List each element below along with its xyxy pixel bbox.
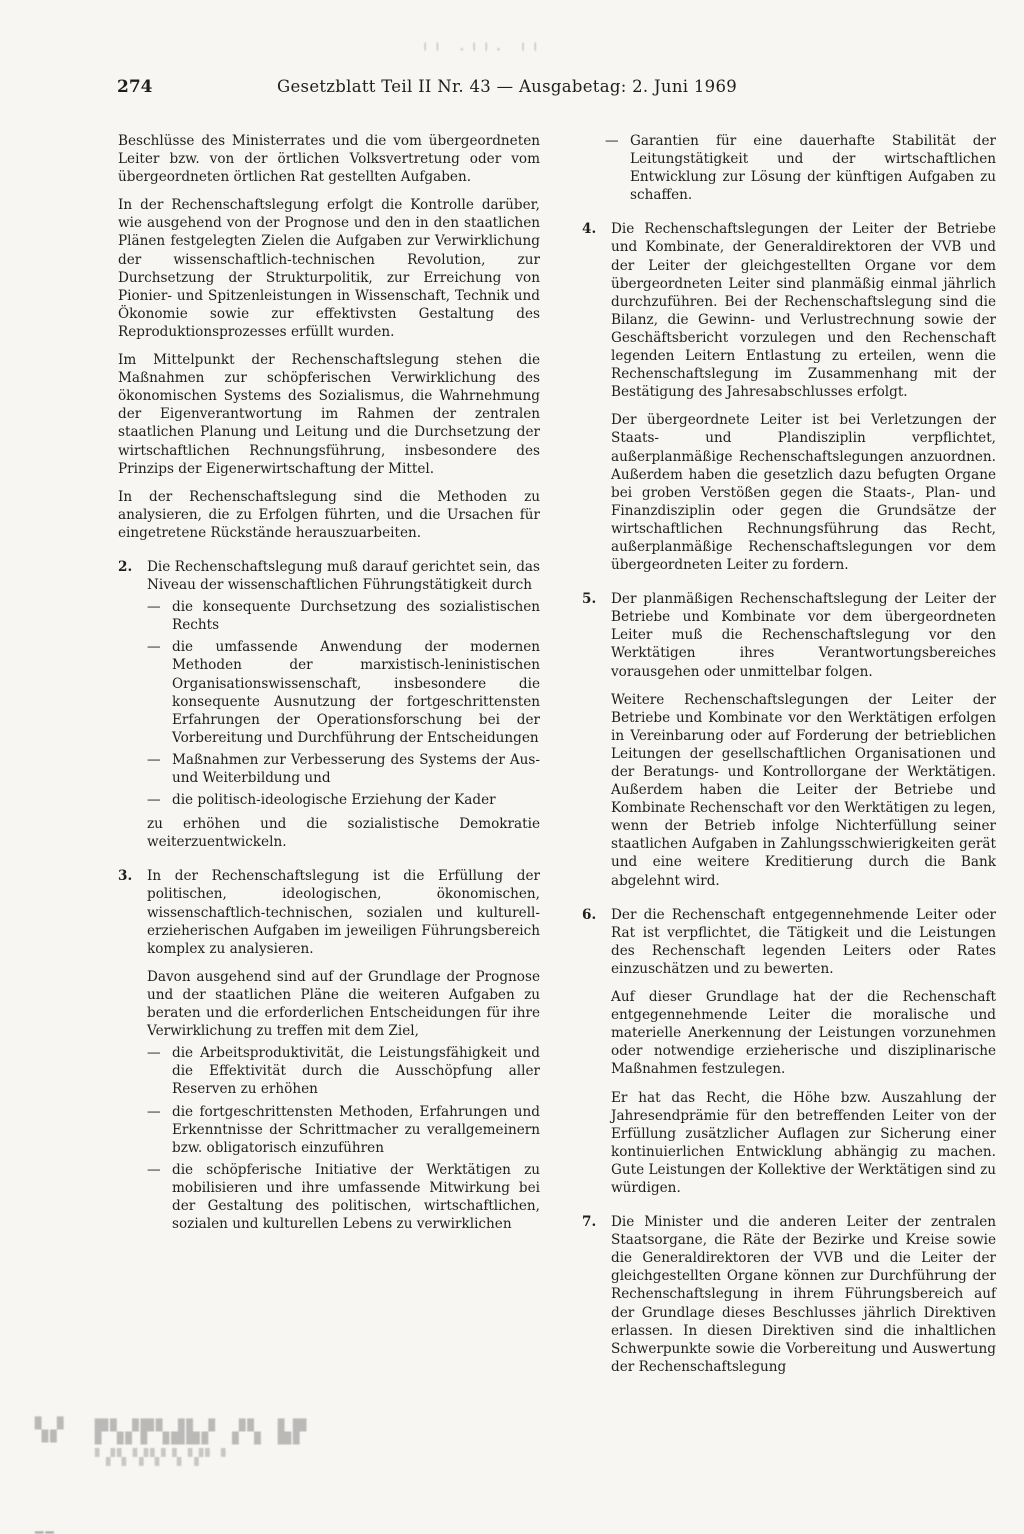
list-item — [147, 598, 540, 634]
scan-smudge-bottom-mid: ▛▚▞▛▚▟▙▞ ▞▚ ▙▛ — [95, 1420, 309, 1445]
list-item — [147, 751, 540, 787]
dash-bullet: — — [147, 599, 161, 616]
list-item-text: Maßnahmen zur Verbesserung des Systems der Aus- und Weiterbildung und — [172, 751, 540, 786]
left-column — [118, 132, 540, 1249]
section-5 — [582, 590, 996, 890]
section-number: 4. — [582, 221, 597, 238]
running-title: Gesetzblatt Teil II Nr. 43 — Ausgabetag: 2. Juni 1969 — [277, 77, 738, 96]
list-item — [147, 1161, 540, 1233]
dash-bullet: — — [147, 1103, 161, 1120]
paragraph: zu erhöhen und die sozialistische Demokratie weiterzuentwickeln. — [147, 816, 540, 851]
paragraph: Davon ausgehend sind auf der Grundlage der Prognose und der staatlichen Pläne die weiteren Aufgaben zu beraten und die erforderlichen Entscheidungen für ihre Verwirklichung zu treffen mit dem Ziel, — [147, 968, 540, 1040]
paragraph: Auf dieser Grundlage hat der die Rechenschaft entgegennehmende Leiter die moralische und materielle Anerkennung der Leistungen vorzunehmen oder notwendige erzieherische und disziplinarische Maßnahmen festzulegen. — [611, 989, 996, 1078]
list-item — [147, 1103, 540, 1157]
section-number: 3. — [118, 868, 133, 885]
list-item — [582, 132, 996, 204]
scan-smudge-bottom-left: ▚▞ — [35, 1418, 66, 1443]
paragraph: Die Minister und die anderen Leiter der zentralen Staatsorgane, die Räte der Bezirke und Kreise sowie die Generaldirektoren der VVB und die Leiter der gleichgestellten Organe können zur Durchführung der Rechenschaftslegung in ihrem Führungsbereich auf der Grundlage dieses Beschlusses jährlich Direktiven erlassen. In diesen Direktiven sind die inhaltlichen Schwerpunkte sowie die Vorbereitung und Auswertung der Rechenschaftslegung — [611, 1214, 996, 1375]
list-item — [147, 1044, 540, 1098]
list-item-text: die schöpferische Initiative der Werktätigen zu mobilisieren und ihre umfassende Mitwirkung bei der Gestaltung des politischen, wirtschaftlichen, sozialen und kulturellen Lebens zu verwirklichen — [172, 1161, 540, 1233]
list-item-text: die fortgeschrittensten Methoden, Erfahrungen und Erkenntnisse der Schrittmacher zu verallgemeinern bzw. obligatorisch einzuführen — [172, 1103, 540, 1156]
paragraph: In der Rechenschaftslegung ist die Erfüllung der politischen, ideologischen, ökonomischen, wissenschaftlich-technischen, sozialen und kulturell-erzieherischen Aufgaben im jeweiligen Führungsbereich komplex zu analysieren. — [147, 868, 540, 957]
list-item-text: Garantien für eine dauerhafte Stabilität der Leitungstätigkeit und der wirtschaftlichen Entwicklung zur Lösung der künftigen Aufgaben zu schaffen. — [630, 133, 996, 204]
page-header — [117, 77, 782, 101]
list-item — [147, 638, 540, 747]
section-number: 2. — [118, 558, 133, 575]
scan-smudge-corner: ▁▁ — [35, 1518, 56, 1534]
section-number: 6. — [582, 906, 597, 923]
paragraph: Er hat das Recht, die Höhe bzw. Auszahlung der Jahresendprämie für den betreffenden Leiter von der Erfüllung zusätzlicher Auflagen zur Sicherung einer kontinuierlichen Entwicklung abhängig zu machen. Gute Leistungen der Kollektive der Werktätigen sind zu würdigen. — [611, 1089, 996, 1196]
list-item-text: die konsequente Durchsetzung des sozialistischen Rechts — [172, 599, 540, 634]
section-number: 5. — [582, 591, 597, 608]
paragraph: Beschlüsse des Ministerrates und die vom übergeordneten Leiter bzw. von der örtlichen Volksvertretung oder vom übergeordneten örtlichen Rat gestellten Aufgaben. — [118, 133, 540, 186]
paragraph: Im Mittelpunkt der Rechenschaftslegung stehen die Maßnahmen zur schöpferischen Verwirklichung des ökonomischen Systems des Sozialismus, die Wahrnehmung der Eigenverantwortung im Rahmen der zentralen staatlichen Planung und Leitung und die Durchsetzung der wirtschaftlichen Rechnungsführung, insbesondere des Prinzips der Eigenerwirtschaftung der Mittel. — [118, 352, 540, 477]
paragraph: Der die Rechenschaft entgegennehmende Leiter oder Rat ist verpflichtet, die Tätigkeit und die Leistungen des Rechenschaft legenden Leiters oder Rates einzuschätzen und zu bewerten. — [611, 906, 996, 977]
scan-smudge-bottom-low: ▘▞▚▝▞▚▘▚▝▞▘▝ — [95, 1448, 228, 1466]
section-2 — [118, 558, 540, 851]
page-number: 274 — [117, 77, 153, 97]
paragraph: Der planmäßigen Rechenschaftslegung der Leiter der Betriebe und Kombinate vor dem übergeordneten Leiter muß die Rechenschaftslegung vor den Werktätigen ihres Verantwortungsbereiches vorausgehen oder unmittelbar folgen. — [611, 591, 996, 680]
dash-bullet: — — [147, 792, 161, 809]
section-3 — [118, 867, 540, 1233]
paragraph: In der Rechenschaftslegung erfolgt die Kontrolle darüber, wie ausgehend von der Prognose und den in den staatlichen Plänen festgelegten Zielen die Aufgaben zur Verwirklichung der wissenschaftlich-technischen Revolution, zur Durchsetzung der Strukturpolitik, zur Erreichung von Pionier- und Spitzenleistungen in Wissenschaft, Technik und Ökonomie sowie zur effektivsten Gestaltung des Reproduktionsprozesses erfüllt wurden. — [118, 197, 540, 340]
section-number: 7. — [582, 1214, 597, 1231]
dash-bullet: — — [147, 751, 161, 768]
scan-smudge-top: ꞋꞋ ·ꞋꞋ· ꞋꞋ — [420, 40, 543, 60]
paragraph: Die Rechenschaftslegung muß darauf gerichtet sein, das Niveau der wissenschaftlichen Führungstätigkeit durch — [147, 558, 540, 594]
dash-bullet: — — [605, 133, 619, 149]
paragraph: Weitere Rechenschaftslegungen der Leiter der Betriebe und Kombinate vor den Werktätigen erfolgen in Vereinbarung oder auf Forderung der betrieblichen Leitungen der gesellschaftlichen Organisationen und der Beratungs- und Kontrollorgane der Werktätigen. Außerdem haben die Leiter der Betriebe und Kombinate Rechenschaft vor den Werktätigen zu legen, wenn der Betrieb infolge Nichterfüllung seiner staatlichen Aufgaben in Zahlungsschwierigkeiten gerät und eine weitere Kreditierung durch die Bank abgelehnt wird. — [611, 691, 996, 889]
section-4 — [582, 220, 996, 574]
dash-bullet: — — [147, 1045, 161, 1062]
dash-bullet: — — [147, 1161, 161, 1178]
paragraph: Die Rechenschaftslegungen der Leiter der Betriebe und Kombinate, der Generaldirektoren der VVB und der Leiter der gleichgestellten Organe vor dem übergeordneten Leiter sind planmäßig einmal jährlich durchzuführen. Bei der Rechenschaftslegung sind die Bilanz, die Gewinn- und Verlustrechnung sowie der Geschäftsbericht vorzulegen und den Rechenschaft legenden Leitern Entlastung zu erteilen, wenn die Rechenschaftslegung im Zusammenhang mit der Bestätigung des Jahresabschlusses erfolgt. — [611, 221, 996, 401]
section-7 — [582, 1213, 996, 1376]
list-item — [147, 791, 540, 809]
list-item-text: die politisch-ideologische Erziehung der Kader — [172, 792, 496, 809]
right-column — [582, 132, 996, 1392]
dash-bullet: — — [147, 639, 161, 656]
paragraph: In der Rechenschaftslegung sind die Methoden zu analysieren, die zu Erfolgen führten, und die Ursachen für eingetretene Rückstände herauszuarbeiten. — [118, 488, 540, 541]
list-item-text: die Arbeitsproduktivität, die Leistungsfähigkeit und die Effektivität durch die Ausschöpfung aller Reserven zu erhöhen — [172, 1045, 540, 1098]
paragraph: Der übergeordnete Leiter ist bei Verletzungen der Staats- und Plandisziplin verpflichtet, außerplanmäßige Rechenschaftslegungen anzuordnen. Außerdem haben die gesetzlich dazu befugten Organe bei groben Verstößen gegen die Staats-, Plan- und Finanzdisziplin oder gegen die Grundsätze der wirtschaftlichen Rechnungsführung das Recht, außerplanmäßige Rechenschaftslegungen vor dem übergeordneten Leiter zu fordern. — [611, 412, 996, 574]
list-item-text: die umfassende Anwendung der modernen Methoden der marxistisch-leninistischen Organisationswissenschaft, insbesondere die konsequente Ausnutzung der fortgeschrittensten Erfahrungen der Operationsforschung bei der Vorbereitung und Durchführung der Entscheidungen — [172, 639, 540, 746]
section-6 — [582, 906, 996, 1197]
